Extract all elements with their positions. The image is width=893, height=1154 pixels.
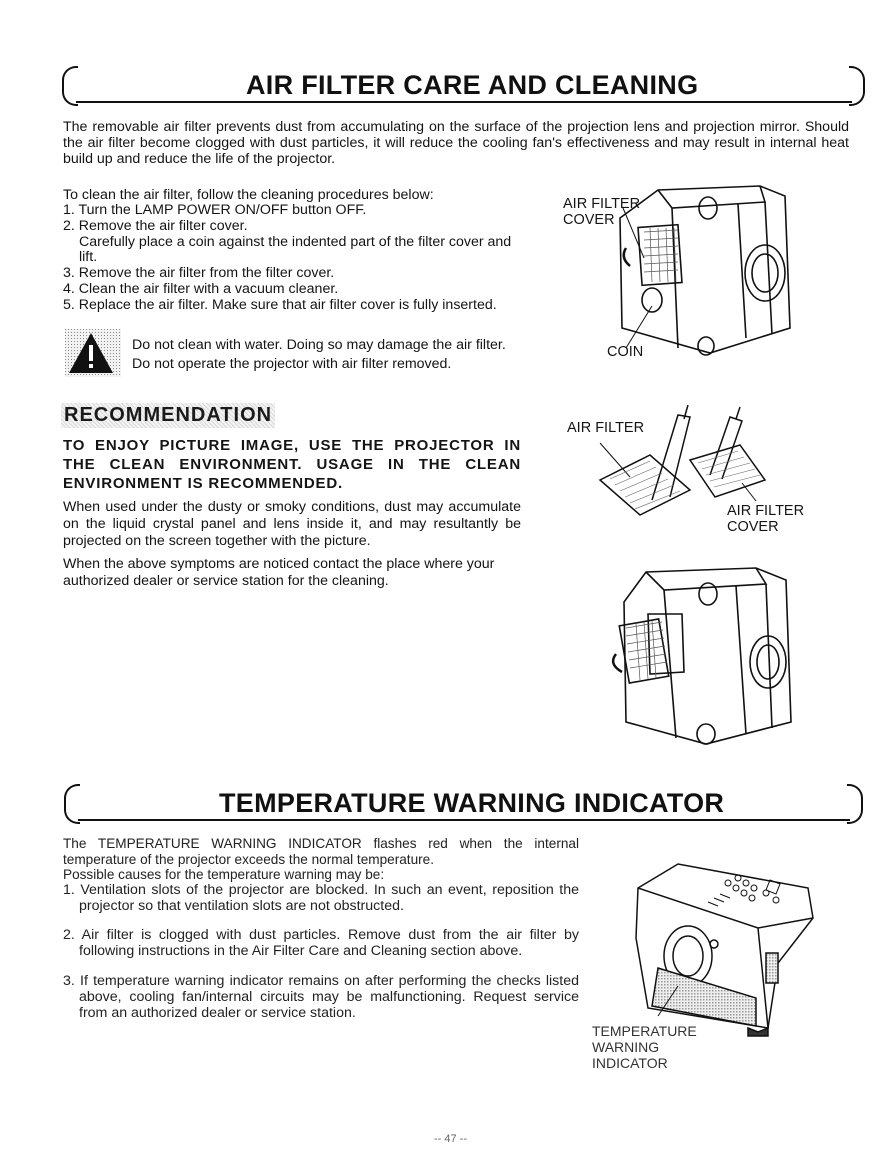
caution-line: Do not operate the projector with air filter removed. <box>132 356 452 372</box>
procedure-lead: To clean the air filter, follow the cleaning procedures below: <box>63 187 434 203</box>
label-air-filter-cover: AIR FILTER <box>563 196 641 212</box>
header-underline <box>76 101 852 103</box>
temperature-intro: Possible causes for the temperature warning may be: <box>63 867 385 883</box>
label-temperature-warning-indicator <box>592 1023 697 1071</box>
label-filter-cover: AIR FILTER <box>727 503 805 519</box>
projector-filter-removed-figure <box>596 562 796 752</box>
cause-item: 3. If temperature warning indicator remains on after performing the checks listed above, cooling fan/internal circuits may be malfunctioning. Request service from an authorized dealer or service station. <box>63 972 579 1021</box>
label-filter-cover: COVER <box>727 519 779 535</box>
step-item: 3. Remove the air filter from the filter cover. <box>63 265 335 282</box>
temperature-intro: The TEMPERATURE WARNING INDICATOR flashes red when the internal temperature of the projector exceeds the normal temperature. <box>63 836 579 867</box>
label-coin: COIN <box>607 344 644 360</box>
label-air-filter: AIR FILTER <box>567 420 645 436</box>
label-line: TEMPERATURE <box>592 1023 697 1039</box>
temperature-text <box>63 836 579 1021</box>
step-item: 5. Replace the air filter. Make sure that air filter cover is fully inserted. <box>63 296 497 313</box>
header-right-bracket <box>847 784 863 824</box>
caution-line: Do not clean with water. Doing so may damage the air filter. <box>132 337 506 353</box>
header-right-bracket <box>849 66 865 106</box>
temperature-causes <box>63 883 579 1022</box>
recommendation-headline: TO ENJOY PICTURE IMAGE, USE THE PROJECTOR IN THE CLEAN ENVIRONMENT. USAGE IN THE CLEAN ENVIRONMENT IS RECOMMENDED. <box>63 437 521 492</box>
page-number: -- 47 -- <box>434 1133 467 1145</box>
header-left-bracket <box>64 784 80 824</box>
cleaning-procedure <box>63 187 533 314</box>
warning-icon <box>65 329 121 377</box>
caution-text <box>132 337 532 372</box>
step-item: 1. Turn the LAMP POWER ON/OFF button OFF. <box>63 202 367 218</box>
intro-paragraph: The removable air filter prevents dust from accumulating on the surface of the projection lens and projection mirror. Should the air filter become clogged with dust particles, it will reduce the cooling fan's effectiveness and may result in internal heat build up and reduce the life of the projector. <box>63 119 849 167</box>
temperature-indicator-figure <box>628 858 818 1048</box>
header-left-bracket <box>62 66 78 106</box>
header-underline <box>78 819 850 821</box>
recommendation-badge: RECOMMENDATION <box>61 403 275 428</box>
label-line: WARNING <box>592 1039 660 1055</box>
label-air-filter-cover: COVER <box>563 212 615 228</box>
section-title: TEMPERATURE WARNING INDICATOR <box>219 788 725 818</box>
step-item: 4. Clean the air filter with a vacuum cleaner. <box>63 280 339 297</box>
step-item: 2. Remove the air filter cover. <box>63 217 248 234</box>
recommendation-paragraph: When used under the dusty or smoky conditions, dust may accumulate on the liquid crystal panel and lens inside it, and may resultantly be projected on the screen together with the picture. <box>63 499 521 549</box>
recommendation-paragraph: When the above symptoms are noticed contact the place where your authorized dealer or service station for the cleaning. <box>63 556 495 589</box>
section-title: AIR FILTER CARE AND CLEANING <box>246 70 699 100</box>
label-line: INDICATOR <box>592 1055 668 1071</box>
cause-item: 1. Ventilation slots of the projector are blocked. In such an event, reposition the projector so that ventilation slots are not obstructed. <box>63 881 579 914</box>
step-detail: Carefully place a coin against the indented part of the filter cover and lift. <box>79 233 512 266</box>
cause-item: 2. Air filter is clogged with dust particles. Remove dust from the air filter by following instructions in the Air Filter Care and Cleaning section above. <box>63 927 579 960</box>
procedure-steps <box>63 203 533 314</box>
